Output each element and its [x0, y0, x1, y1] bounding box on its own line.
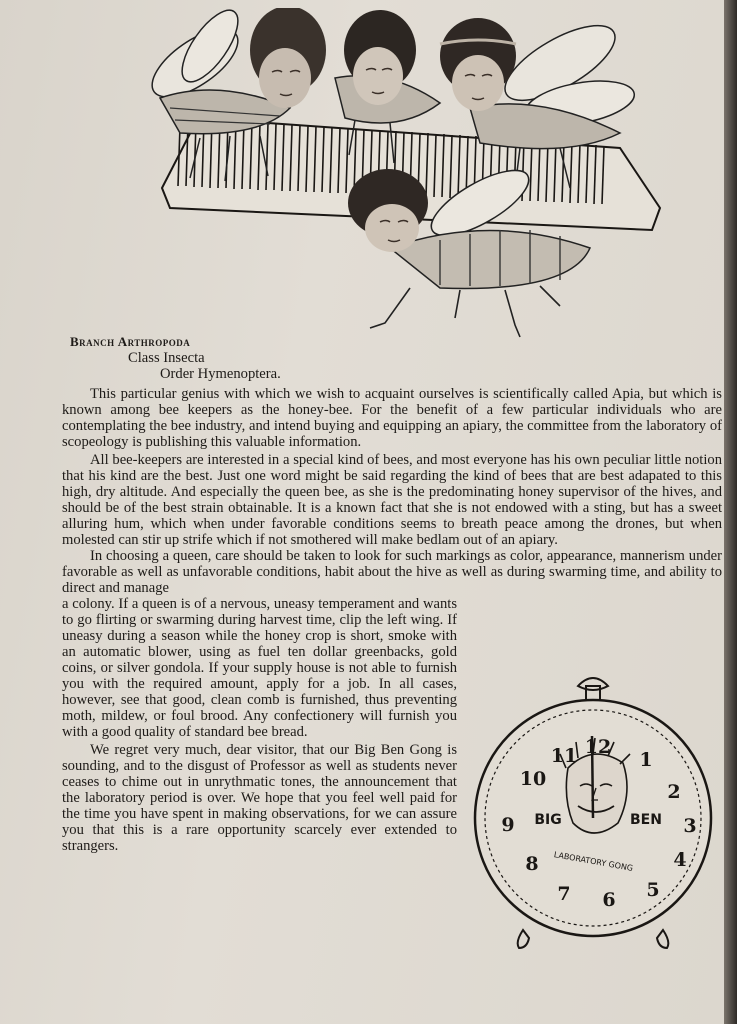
- paragraph-3: In choosing a queen, care should be taken to look for such markings as color, appearance, mannerism under favorable as well as unfavorable conditions, habit about the hive as well as during swarming time, and ability to direct and manage: [62, 548, 722, 596]
- numeral-5: 5: [646, 879, 660, 901]
- portrait-face-4: [365, 204, 419, 252]
- portrait-face-3: [452, 55, 504, 111]
- bee-comb-illustration: [140, 8, 670, 348]
- numeral-2: 2: [667, 781, 681, 803]
- clock-bell-knob: [578, 678, 608, 690]
- numeral-1: 1: [639, 749, 653, 771]
- paragraph-2: All bee-keepers are interested in a special kind of bees, and most everyone has his own peculiar little notion that his kind are the best. Just one word might be said regarding the kind of bees that are best adapated to this high, dry altitude. And especially the queen bee, as she is the predominating honey supervisor of the hives, and should be of the best strain obtainable. It is a known fact that she is not endowed with a sting, but has a sweet alluring hum, which when under favorable conditions seems to breath peace among the drones, but when molested can stir up strife which if not smothered will make bedlam out of an apiary.: [62, 452, 722, 548]
- numeral-9: 9: [501, 814, 515, 836]
- numeral-4: 4: [673, 849, 687, 871]
- numeral-3: 3: [683, 815, 697, 837]
- big-ben-clock-illustration: [468, 668, 718, 968]
- clock-label-big: BIG: [534, 812, 562, 828]
- numeral-10: 10: [519, 768, 547, 790]
- class-heading: Class Insecta: [128, 350, 205, 366]
- order-heading: Order Hymenoptera.: [160, 366, 281, 382]
- clock-label-laboratory-gong: LABORATORY GONG: [553, 850, 634, 873]
- portrait-face-2: [353, 47, 403, 105]
- paragraph-4: a colony. If a queen is of a nervous, uneasy temperament and wants to go flirting or swarming during harvest time, clip the left wing. If uneasy during a season while the honey crop is short, smoke with an automatic blower, using as fuel ten dollar greenbacks, gold coins, or silver gondola. If your supply house is not able to furnish you with the required amount, apply for a job. In all cases, however, see that good, clean comb is furnished, thus preventing moth, mildew, or foul brood. Any confectionery will furnish you with a good quality of standard bee bread.: [62, 596, 457, 740]
- clock-label-ben: BEN: [630, 812, 662, 828]
- page-edge-shadow: [724, 0, 737, 1024]
- paragraph-1: This particular genius with which we wish to acquaint ourselves is scientifically called Apia, but which is known among bee keepers as the honey-bee. For the benefit of a few particular individuals who are contemplating the bee industry, and intend buying and equipping an apiary, the committee from the laboratory of scopeology is publishing this valuable information.: [62, 386, 722, 450]
- numeral-8: 8: [525, 853, 539, 875]
- numeral-11: 11: [550, 745, 578, 767]
- portrait-face-1: [259, 48, 311, 108]
- numeral-7: 7: [557, 883, 571, 905]
- paragraph-5: We regret very much, dear visitor, that our Big Ben Gong is sounding, and to the disgust of Professor as well as students never ceases to chime out in unrythmatic tones, the announcement that the laboratory period is over. We hope that you feel well paid for the time you have spent in making observations, for we can assure you that this is a rare opportunity scarcely ever extended to strangers.: [62, 742, 457, 854]
- numeral-12: 12: [584, 736, 612, 758]
- branch-heading: Branch Arthropoda: [70, 334, 191, 349]
- numeral-6: 6: [602, 889, 616, 911]
